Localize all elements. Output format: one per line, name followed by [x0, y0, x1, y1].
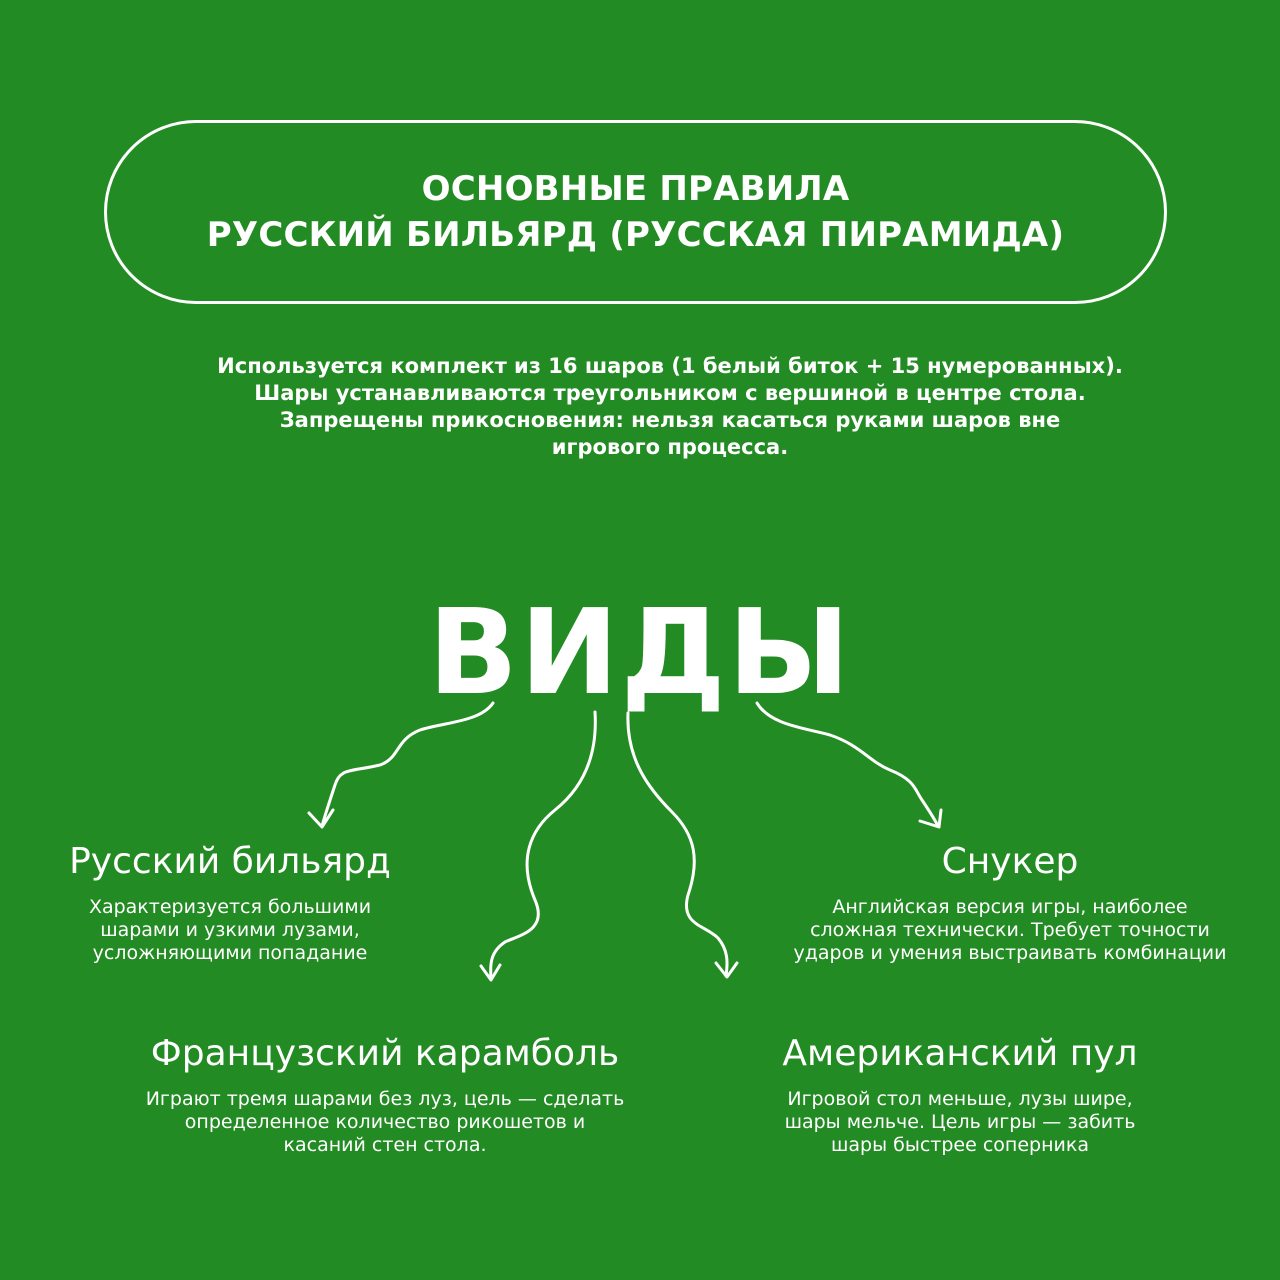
type-carom-desc-line: касаний стен стола. — [283, 1134, 487, 1156]
type-russian-desc-line: шарами и узкими лузами, — [100, 919, 360, 941]
type-snooker-title: Снукер — [941, 841, 1079, 882]
type-russian-desc-line: Характеризуется большими — [88, 896, 372, 918]
arrow-carom-icon — [491, 712, 596, 978]
type-snooker-desc-line: сложная технически. Требует точности — [810, 919, 1210, 941]
title-line-1: ОСНОВНЫЕ ПРАВИЛА — [421, 169, 850, 209]
type-carom-desc-line: определенное количество рикошетов и — [184, 1111, 586, 1133]
type-russian-desc — [20, 896, 440, 965]
intro-line-4: игрового процесса. — [551, 435, 789, 459]
type-carom — [80, 1030, 690, 1157]
type-snooker-desc-line: ударов и умения выстраивать комбинации — [793, 942, 1227, 964]
type-snooker — [760, 838, 1260, 965]
arrow-russian-icon — [322, 703, 493, 826]
type-pool-desc-line: Игровой стол меньше, лузы шире, — [787, 1088, 1133, 1110]
type-russian-title: Русский бильярд — [69, 841, 391, 882]
type-snooker-desc-line: Английская версия игры, наиболее — [832, 896, 1188, 918]
arrow-pool-icon — [628, 713, 727, 976]
arrow-snooker-icon — [757, 703, 938, 826]
type-carom-title: Французский карамболь — [150, 1033, 620, 1074]
intro-line-2: Шары устанавливаются треугольником с вершиной в центре стола. — [254, 381, 1086, 405]
type-pool-desc-line: шары быстрее соперника — [831, 1134, 1089, 1156]
arrowhead-russian-icon — [309, 810, 333, 827]
types-heading: ВИДЫ — [427, 583, 853, 721]
type-russian — [20, 838, 440, 965]
type-russian-desc-line: усложняющими попадание — [92, 942, 368, 964]
type-pool-desc — [720, 1088, 1200, 1157]
type-carom-desc-line: Играют тремя шарами без луз, цель — сделать — [145, 1088, 625, 1110]
type-pool-desc-line: шары мельче. Цель игры — забить — [784, 1111, 1136, 1133]
intro-line-1: Используется комплект из 16 шаров (1 белый биток + 15 нумерованных). — [217, 354, 1123, 378]
intro-line-3: Запрещены прикосновения: нельзя касаться руками шаров вне — [279, 408, 1061, 432]
type-carom-desc — [80, 1088, 690, 1157]
title-line-2: РУССКИЙ БИЛЬЯРД (РУССКАЯ ПИРАМИДА) — [206, 215, 1065, 255]
type-pool-title: Американский пул — [782, 1033, 1138, 1074]
type-pool — [720, 1030, 1200, 1157]
type-snooker-desc — [760, 896, 1260, 965]
